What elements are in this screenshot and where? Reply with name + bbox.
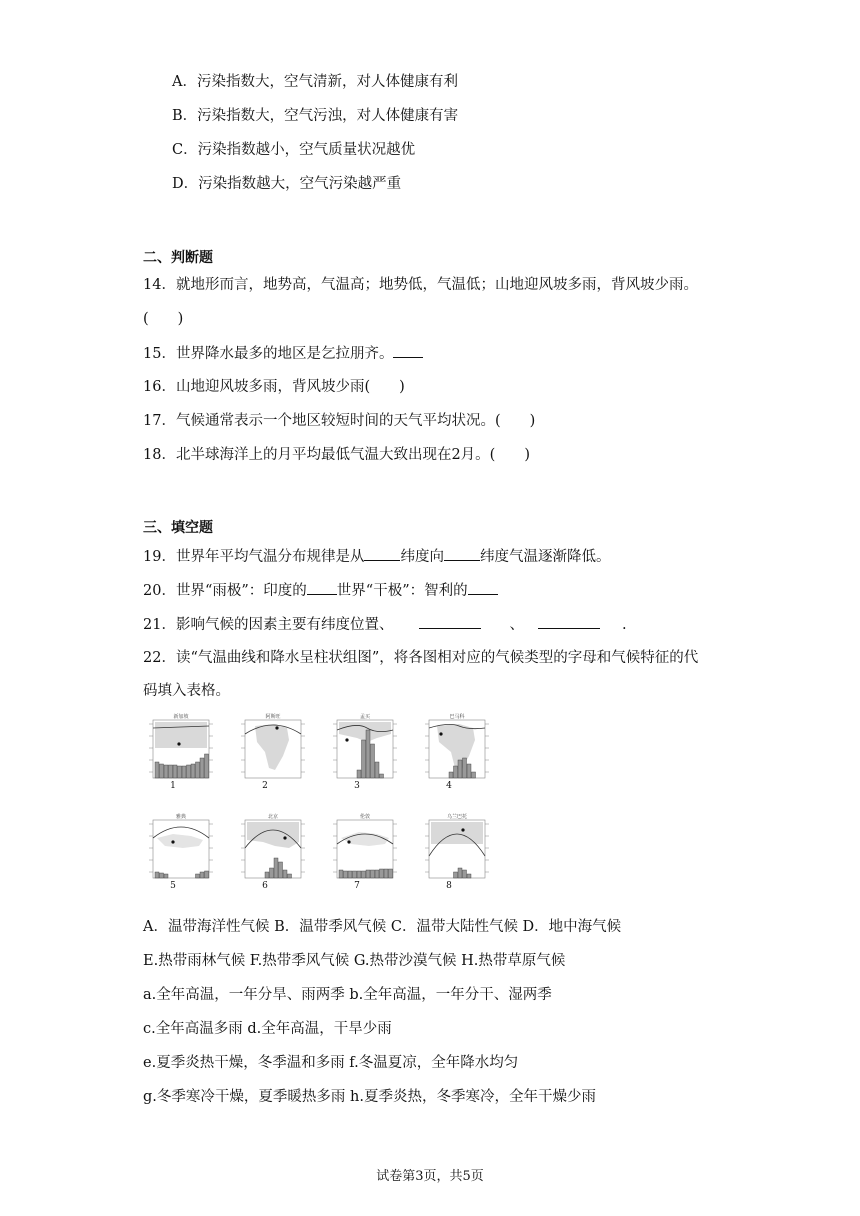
climate-feature-options-2: c.全年高温多雨 d.全年高温，干旱少雨 — [143, 1021, 392, 1037]
question-21-end: . — [621, 617, 627, 633]
answer-blank[interactable] — [307, 580, 337, 595]
question-15 — [143, 343, 423, 364]
climate-panel-2 — [235, 712, 309, 790]
climate-panel-3 — [327, 712, 401, 790]
climate-panel-5-graphic — [143, 812, 217, 882]
climate-panel-3-graphic — [327, 712, 401, 782]
question-17: 17．气候通常表示一个地区较短时间的天气平均状况。( ) — [143, 413, 536, 429]
page-footer: 试卷第3页，共5页 — [376, 1169, 484, 1184]
question-19-part-a: 19．世界年平均气温分布规律是从 — [143, 549, 365, 565]
climate-panel-6-graphic — [235, 812, 309, 882]
question-20 — [143, 580, 498, 601]
climate-panel-3-number: 3 — [354, 781, 360, 791]
question-22-line-1: 22．读“气温曲线和降水呈柱状组图”，将各图相对应的气候类型的字母和气候特征的代 — [143, 650, 699, 666]
answer-blank[interactable] — [364, 546, 400, 561]
q13-option-b: B．污染指数大，空气污浊，对人体健康有害 — [172, 108, 459, 124]
climate-panel-5-city: 雅典 — [175, 814, 187, 820]
climate-panel-6-number: 6 — [262, 881, 268, 891]
climate-panel-3-city: 孟买 — [359, 714, 371, 720]
climate-feature-options-3: e.夏季炎热干燥，冬季温和多雨 f.冬温夏凉，全年降水均匀 — [143, 1055, 519, 1071]
answer-blank[interactable] — [393, 343, 423, 358]
climate-panel-4 — [419, 712, 493, 790]
climate-panel-6 — [235, 812, 309, 890]
section-3-title: 三、填空题 — [143, 520, 213, 536]
climate-panel-1-graphic — [143, 712, 217, 782]
climate-panel-4-city: 巴马科 — [449, 714, 465, 720]
climate-panel-1-number: 1 — [170, 781, 176, 791]
question-19-part-c: 纬度气温逐渐降低。 — [479, 549, 611, 565]
climate-panel-4-number: 4 — [446, 781, 452, 791]
answer-blank[interactable] — [468, 580, 498, 595]
climate-panel-5 — [143, 812, 217, 890]
question-19-part-b: 纬度向 — [400, 549, 444, 565]
question-22-line-2: 码填入表格。 — [143, 683, 230, 699]
question-18: 18．北半球海洋上的月平均最低气温大致出现在2月。( ) — [143, 447, 530, 463]
q13-option-d: D．污染指数越大，空气污染越严重 — [172, 176, 402, 192]
question-14: 14．就地形而言，地势高，气温高；地势低，气温低；山地迎风坡多雨，背风坡少雨。 — [143, 277, 698, 293]
climate-panel-2-graphic — [235, 712, 309, 782]
section-2-title: 二、判断题 — [143, 250, 213, 266]
climate-feature-options-1: a.全年高温，一年分旱、雨两季 b.全年高温，一年分干、湿两季 — [143, 987, 552, 1003]
climate-panel-2-number: 2 — [262, 781, 268, 791]
climate-panel-7-number: 7 — [354, 881, 360, 891]
question-21-part-a: 21．影响气候的因素主要有纬度位置、 — [143, 617, 394, 633]
climate-panel-7 — [327, 812, 401, 890]
answer-blank[interactable] — [419, 614, 481, 629]
climate-panel-8 — [419, 812, 493, 890]
answer-blank[interactable] — [538, 614, 600, 629]
climate-panel-8-city: 乌兰巴托 — [446, 814, 468, 820]
climate-panel-1 — [143, 712, 217, 790]
climate-chart-figure — [143, 712, 503, 890]
question-15-text: 15．世界降水最多的地区是乞拉朋齐。 — [143, 346, 394, 362]
question-21 — [143, 614, 627, 635]
climate-type-options-1: A．温带海洋性气候 B．温带季风气候 C．温带大陆性气候 D．地中海气候 — [143, 919, 622, 935]
answer-blank[interactable] — [444, 546, 480, 561]
question-20-part-a: 20．世界“雨极”：印度的 — [143, 583, 307, 599]
climate-panel-7-graphic — [327, 812, 401, 882]
q13-option-c: C．污染指数越小，空气质量状况越优 — [172, 142, 416, 158]
climate-panel-2-city: 阿斯旺 — [265, 714, 281, 720]
climate-panel-1-city: 新加坡 — [173, 714, 189, 720]
climate-feature-options-4: g.冬季寒冷干燥，夏季暖热多雨 h.夏季炎热，冬季寒冷，全年干燥少雨 — [143, 1089, 596, 1105]
climate-type-options-2: E.热带雨林气候 F.热带季风气候 G.热带沙漠气候 H.热带草原气候 — [143, 953, 566, 969]
question-14-paren: ( ) — [143, 311, 184, 327]
question-16: 16．山地迎风坡多雨，背风坡少雨( ) — [143, 379, 405, 395]
question-21-separator: 、 — [509, 617, 524, 633]
climate-panel-4-graphic — [419, 712, 493, 782]
climate-panel-8-graphic — [419, 812, 493, 882]
q13-option-a: A．污染指数大，空气清新，对人体健康有利 — [172, 74, 458, 90]
question-19 — [143, 546, 610, 567]
climate-panel-6-city: 北京 — [267, 814, 279, 820]
climate-panel-5-number: 5 — [170, 881, 176, 891]
climate-panel-8-number: 8 — [446, 881, 452, 891]
question-20-part-b: 世界“干极”：智利的 — [336, 583, 468, 599]
climate-panel-7-city: 伦敦 — [359, 814, 371, 820]
